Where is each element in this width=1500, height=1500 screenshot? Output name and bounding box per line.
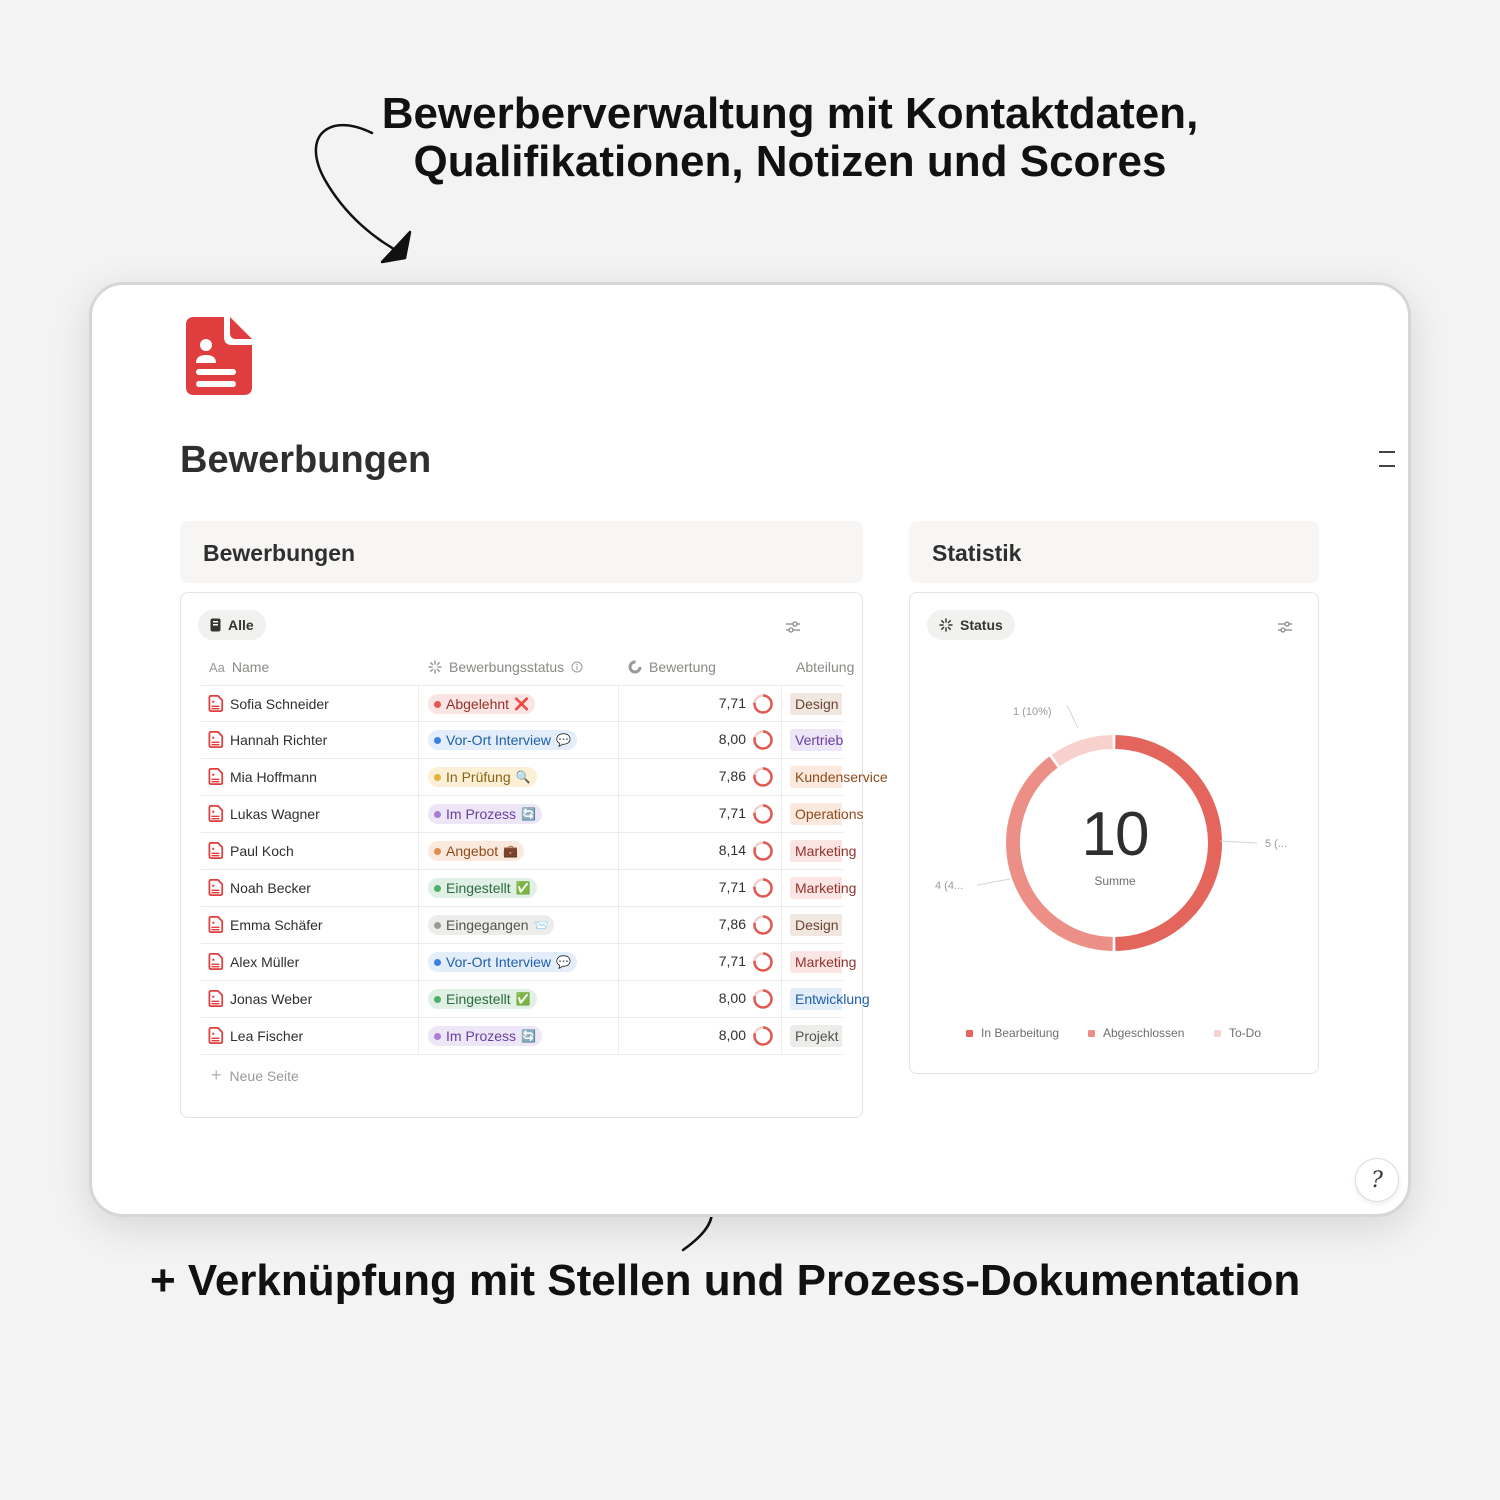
department-tag[interactable]: Marketing [790, 951, 842, 973]
rating-value: 7,71 [718, 805, 746, 821]
column-header-rating-label: Bewertung [649, 659, 716, 675]
applicant-name: Emma Schäfer [230, 916, 323, 933]
rating-value: 7,71 [718, 879, 746, 895]
status-donut-chart [92, 285, 1414, 1220]
status-emoji-icon: ❌ [514, 697, 530, 711]
help-button[interactable] [1355, 1158, 1399, 1202]
status-emoji-icon: 💬 [556, 733, 571, 747]
status-label: Angebot [446, 843, 499, 859]
legend-item-abgeschlossen[interactable] [1088, 1026, 1184, 1040]
app-window [89, 282, 1411, 1217]
applicant-name: Lea Fischer [230, 1027, 304, 1044]
status-emoji-icon: 🔄 [521, 807, 536, 821]
department-tag[interactable]: Marketing [790, 877, 842, 899]
donut-center [1020, 800, 1210, 888]
donut-total-value: 10 [1081, 800, 1149, 869]
column-header-department-label: Abteilung [796, 659, 855, 675]
status-label: In Prüfung [446, 769, 511, 785]
rating-value: 8,00 [718, 1027, 746, 1043]
status-label: Eingestellt [446, 991, 511, 1007]
status-label: Vor-Ort Interview [446, 732, 552, 748]
rating-value: 7,71 [718, 953, 746, 969]
department-tag[interactable]: Marketing [790, 840, 842, 862]
slice-annotation-todo: 1 (10%) [1013, 706, 1052, 718]
applicant-name: Mia Hoffmann [230, 768, 317, 785]
department-tag[interactable]: Operations [790, 803, 842, 825]
status-emoji-icon: 📨 [533, 918, 549, 932]
rating-value: 7,86 [718, 768, 746, 784]
help-icon: ? [1371, 1167, 1383, 1193]
promo-headline-line-1: Bewerberverwaltung mit Kontaktdaten, [381, 89, 1199, 138]
applicant-name: Lukas Wagner [230, 805, 320, 822]
legend-item-todo[interactable] [1214, 1026, 1261, 1040]
applicant-name: Hannah Richter [230, 731, 328, 748]
view-chip-label: Alle [228, 617, 254, 633]
promo-footer: + Verknüpfung mit Stellen und Prozess-Dokumentation [150, 1256, 1301, 1305]
department-tag[interactable]: Design [790, 693, 842, 715]
department-tag[interactable]: Vertrieb [790, 729, 842, 751]
view-chip-status-label: Status [960, 617, 1003, 633]
applicant-name: Noah Becker [230, 879, 311, 896]
status-emoji-icon: 🔍 [515, 770, 531, 784]
stats-section-header: Statistik [909, 521, 1319, 583]
status-label: Abgelehnt [446, 696, 510, 712]
department-tag[interactable]: Entwicklung [790, 988, 842, 1010]
legend-label: In Bearbeitung [981, 1026, 1060, 1040]
table-section-header: Bewerbungen [180, 521, 863, 583]
rating-value: 8,00 [718, 731, 746, 747]
applicant-name: Paul Koch [230, 842, 294, 859]
status-emoji-icon: ✅ [515, 881, 531, 895]
status-label: Im Prozess [446, 806, 517, 822]
rating-value: 7,86 [718, 916, 746, 932]
status-label: Vor-Ort Interview [446, 954, 552, 970]
promo-headline-line-2: Qualifikationen, Notizen und Scores [413, 137, 1167, 186]
legend-swatch [1214, 1030, 1221, 1037]
department-tag[interactable]: Design [790, 914, 842, 936]
column-header-status-label: Bewerbungsstatus [449, 659, 565, 675]
column-header-name-label: Name [231, 659, 270, 675]
legend-item-in-bearbeitung[interactable] [966, 1026, 1059, 1040]
status-emoji-icon: ✅ [515, 992, 531, 1006]
status-emoji-icon: 🔄 [521, 1029, 536, 1043]
slice-annotation-in-bearbeitung: 5 (... [1265, 838, 1288, 850]
status-emoji-icon: 💼 [503, 844, 519, 858]
promo-headline [300, 90, 1280, 186]
legend-swatch [1088, 1030, 1095, 1037]
slice-leader-line [977, 879, 1010, 885]
rating-value: 8,14 [718, 842, 746, 858]
legend-label: To-Do [1229, 1026, 1262, 1040]
donut-total-label: Summe [1094, 874, 1136, 888]
legend-swatch [966, 1030, 973, 1037]
status-emoji-icon: 💬 [556, 955, 571, 969]
slice-leader-line [1067, 705, 1078, 728]
department-tag[interactable]: Kundenservice [790, 766, 842, 788]
department-tag[interactable]: Projekt [790, 1025, 842, 1047]
status-label: Eingegangen [446, 917, 529, 933]
legend-label: Abgeschlossen [1103, 1026, 1185, 1040]
new-page-label: Neue Seite [229, 1067, 299, 1084]
applicant-name: Jonas Weber [230, 990, 313, 1007]
text-type-icon: Aa [209, 659, 225, 675]
slice-leader-line [1220, 841, 1257, 843]
applicant-name: Sofia Schneider [230, 695, 329, 712]
top-arrow-head [382, 232, 410, 262]
page-title: Bewerbungen [180, 439, 432, 481]
applicant-name: Alex Müller [230, 953, 300, 970]
status-label: Im Prozess [446, 1028, 517, 1044]
status-label: Eingestellt [446, 880, 511, 896]
rating-value: 8,00 [718, 990, 746, 1006]
rating-value: 7,71 [718, 695, 746, 711]
donut-slice-to-do[interactable] [1056, 742, 1113, 761]
plus-icon: + [211, 1065, 222, 1085]
slice-annotation-abgeschlossen: 4 (4... [935, 880, 964, 892]
